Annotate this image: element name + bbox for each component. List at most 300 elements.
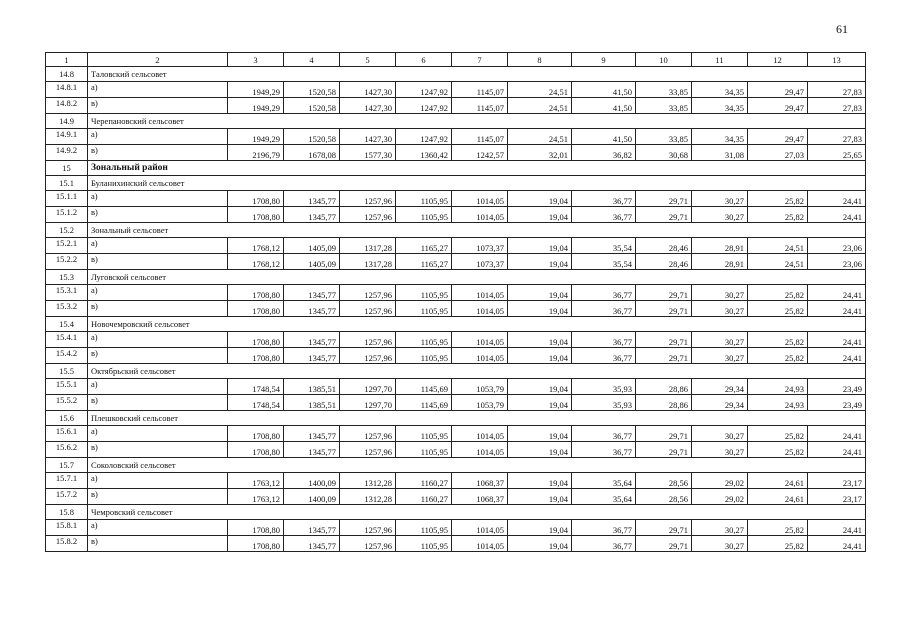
value-cell: 24,41 [808,191,866,207]
value-cell: 1708,80 [228,285,284,301]
district-name: Зональный район [88,161,866,176]
value-cell: 1145,07 [452,129,508,145]
column-number: 10 [636,53,692,67]
value-cell: 1520,58 [284,98,340,114]
row-code: 14.8.1 [46,82,88,98]
value-cell: 1748,54 [228,395,284,411]
data-row [46,285,866,301]
value-cell: 33,85 [636,129,692,145]
value-cell: 1949,29 [228,82,284,98]
value-cell: 1014,05 [452,520,508,536]
row-label: в) [88,348,228,364]
row-label: в) [88,207,228,223]
row-code: 15.2 [46,223,88,238]
value-cell: 1160,27 [396,473,452,489]
row-code: 15.6 [46,411,88,426]
value-cell: 19,04 [508,426,572,442]
value-cell: 30,27 [692,520,748,536]
value-cell: 34,35 [692,98,748,114]
row-code: 15.2.1 [46,238,88,254]
column-number: 11 [692,53,748,67]
row-code: 15.6.1 [46,426,88,442]
value-cell: 1577,30 [340,145,396,161]
row-label: а) [88,191,228,207]
value-cell: 1014,05 [452,442,508,458]
value-cell: 36,77 [572,285,636,301]
value-cell: 36,82 [572,145,636,161]
value-cell: 19,04 [508,238,572,254]
value-cell: 30,27 [692,207,748,223]
value-cell: 25,82 [748,301,808,317]
value-cell: 24,51 [748,238,808,254]
value-cell: 24,93 [748,395,808,411]
row-code: 15.7.1 [46,473,88,489]
value-cell: 34,35 [692,129,748,145]
value-cell: 1345,77 [284,332,340,348]
value-cell: 29,71 [636,285,692,301]
column-number: 5 [340,53,396,67]
value-cell: 19,04 [508,520,572,536]
section-row [46,505,866,520]
value-cell: 1400,09 [284,489,340,505]
value-cell: 1949,29 [228,98,284,114]
data-row [46,536,866,552]
value-cell: 1257,96 [340,442,396,458]
row-code: 15.3.2 [46,301,88,317]
data-row [46,332,866,348]
value-cell: 25,82 [748,191,808,207]
row-code: 15.5.1 [46,379,88,395]
value-cell: 19,04 [508,379,572,395]
value-cell: 31,08 [692,145,748,161]
value-cell: 1345,77 [284,520,340,536]
value-cell: 19,04 [508,332,572,348]
value-cell: 1014,05 [452,348,508,364]
value-cell: 1105,95 [396,442,452,458]
value-cell: 1160,27 [396,489,452,505]
value-cell: 1385,51 [284,395,340,411]
value-cell: 19,04 [508,191,572,207]
value-cell: 1257,96 [340,348,396,364]
value-cell: 1014,05 [452,426,508,442]
value-cell: 1257,96 [340,207,396,223]
value-cell: 1165,27 [396,254,452,270]
value-cell: 1317,28 [340,238,396,254]
value-cell: 1708,80 [228,301,284,317]
value-cell: 25,82 [748,348,808,364]
value-cell: 1405,09 [284,254,340,270]
value-cell: 1385,51 [284,379,340,395]
value-cell: 28,91 [692,254,748,270]
value-cell: 1427,30 [340,98,396,114]
value-cell: 1105,95 [396,520,452,536]
data-row [46,473,866,489]
value-cell: 29,47 [748,82,808,98]
value-cell: 24,61 [748,473,808,489]
value-cell: 24,51 [508,129,572,145]
section-row [46,458,866,473]
value-cell: 29,71 [636,301,692,317]
value-cell: 23,17 [808,489,866,505]
data-row [46,489,866,505]
value-cell: 24,41 [808,442,866,458]
value-cell: 1257,96 [340,191,396,207]
value-cell: 1708,80 [228,348,284,364]
value-cell: 29,47 [748,129,808,145]
value-cell: 24,93 [748,379,808,395]
row-code: 15 [46,161,88,176]
value-cell: 1748,54 [228,379,284,395]
value-cell: 1345,77 [284,301,340,317]
value-cell: 24,41 [808,332,866,348]
value-cell: 1257,96 [340,332,396,348]
value-cell: 1053,79 [452,379,508,395]
data-row [46,442,866,458]
value-cell: 35,93 [572,395,636,411]
section-name: Черепановский сельсовет [88,114,866,129]
value-cell: 1708,80 [228,442,284,458]
value-cell: 1949,29 [228,129,284,145]
value-cell: 1708,80 [228,332,284,348]
row-label: в) [88,489,228,505]
value-cell: 19,04 [508,489,572,505]
value-cell: 19,04 [508,301,572,317]
value-cell: 30,27 [692,285,748,301]
row-code: 15.3.1 [46,285,88,301]
value-cell: 30,27 [692,301,748,317]
value-cell: 1257,96 [340,301,396,317]
value-cell: 1145,69 [396,379,452,395]
row-label: в) [88,145,228,161]
value-cell: 28,86 [636,395,692,411]
value-cell: 1105,95 [396,207,452,223]
section-row [46,317,866,332]
value-cell: 33,85 [636,98,692,114]
value-cell: 25,65 [808,145,866,161]
value-cell: 1427,30 [340,129,396,145]
value-cell: 1708,80 [228,191,284,207]
value-cell: 1345,77 [284,442,340,458]
value-cell: 35,54 [572,254,636,270]
value-cell: 41,50 [572,129,636,145]
value-cell: 29,34 [692,395,748,411]
value-cell: 29,34 [692,379,748,395]
section-name: Соколовский сельсовет [88,458,866,473]
value-cell: 28,91 [692,238,748,254]
value-cell: 29,71 [636,536,692,552]
value-cell: 24,51 [748,254,808,270]
value-cell: 1257,96 [340,426,396,442]
value-cell: 1708,80 [228,520,284,536]
row-code: 15.5 [46,364,88,379]
value-cell: 19,04 [508,536,572,552]
value-cell: 1708,80 [228,207,284,223]
section-name: Зональный сельсовет [88,223,866,238]
value-cell: 28,46 [636,238,692,254]
row-code: 14.8.2 [46,98,88,114]
section-row [46,411,866,426]
value-cell: 1257,96 [340,536,396,552]
data-row [46,207,866,223]
value-cell: 36,77 [572,442,636,458]
value-cell: 1312,28 [340,489,396,505]
value-cell: 19,04 [508,348,572,364]
section-row [46,270,866,285]
value-cell: 35,93 [572,379,636,395]
section-row [46,364,866,379]
section-name: Луговской сельсовет [88,270,866,285]
value-cell: 24,51 [508,82,572,98]
row-label: в) [88,395,228,411]
column-number: 8 [508,53,572,67]
district-row [46,161,866,176]
value-cell: 29,71 [636,207,692,223]
value-cell: 1068,37 [452,473,508,489]
value-cell: 1105,95 [396,332,452,348]
value-cell: 19,04 [508,442,572,458]
value-cell: 36,77 [572,426,636,442]
column-number: 13 [808,53,866,67]
value-cell: 1768,12 [228,238,284,254]
row-code: 14.9.2 [46,145,88,161]
value-cell: 24,41 [808,207,866,223]
section-name: Новочемровский сельсовет [88,317,866,332]
data-row [46,98,866,114]
column-number: 7 [452,53,508,67]
value-cell: 1242,57 [452,145,508,161]
data-row [46,254,866,270]
row-label: а) [88,238,228,254]
row-code: 15.1 [46,176,88,191]
row-code: 15.8.2 [46,536,88,552]
row-label: в) [88,301,228,317]
value-cell: 24,41 [808,536,866,552]
value-cell: 1257,96 [340,285,396,301]
row-code: 15.3 [46,270,88,285]
value-cell: 1105,95 [396,536,452,552]
value-cell: 30,27 [692,348,748,364]
data-row [46,379,866,395]
value-cell: 35,64 [572,489,636,505]
column-number: 3 [228,53,284,67]
value-cell: 23,17 [808,473,866,489]
value-cell: 1105,95 [396,285,452,301]
value-cell: 36,77 [572,207,636,223]
data-row [46,129,866,145]
row-code: 15.1.2 [46,207,88,223]
value-cell: 1345,77 [284,348,340,364]
column-number: 6 [396,53,452,67]
value-cell: 1073,37 [452,238,508,254]
value-cell: 25,82 [748,426,808,442]
column-number: 12 [748,53,808,67]
value-cell: 25,82 [748,442,808,458]
value-cell: 35,64 [572,473,636,489]
section-row [46,176,866,191]
value-cell: 33,85 [636,82,692,98]
row-code: 15.1.1 [46,191,88,207]
data-row [46,301,866,317]
value-cell: 1345,77 [284,285,340,301]
value-cell: 24,41 [808,301,866,317]
value-cell: 1014,05 [452,332,508,348]
value-cell: 19,04 [508,207,572,223]
row-code: 15.4 [46,317,88,332]
row-code: 15.4.1 [46,332,88,348]
value-cell: 1105,95 [396,348,452,364]
value-cell: 25,82 [748,207,808,223]
column-number: 4 [284,53,340,67]
value-cell: 41,50 [572,82,636,98]
value-cell: 24,41 [808,285,866,301]
row-label: а) [88,520,228,536]
row-code: 15.4.2 [46,348,88,364]
value-cell: 1257,96 [340,520,396,536]
value-cell: 1400,09 [284,473,340,489]
value-cell: 29,71 [636,332,692,348]
value-cell: 28,46 [636,254,692,270]
value-cell: 29,02 [692,473,748,489]
row-code: 15.7 [46,458,88,473]
column-number-header-row [46,53,866,67]
row-code: 15.8 [46,505,88,520]
value-cell: 1014,05 [452,191,508,207]
tariff-table [45,52,866,552]
section-row [46,67,866,82]
value-cell: 1105,95 [396,426,452,442]
value-cell: 24,41 [808,520,866,536]
value-cell: 27,83 [808,82,866,98]
row-code: 14.8 [46,67,88,82]
value-cell: 1345,77 [284,207,340,223]
value-cell: 1708,80 [228,426,284,442]
value-cell: 1345,77 [284,536,340,552]
value-cell: 1312,28 [340,473,396,489]
value-cell: 1068,37 [452,489,508,505]
value-cell: 1145,07 [452,98,508,114]
value-cell: 36,77 [572,520,636,536]
column-number: 9 [572,53,636,67]
value-cell: 24,51 [508,98,572,114]
value-cell: 25,82 [748,520,808,536]
value-cell: 36,77 [572,536,636,552]
value-cell: 30,27 [692,536,748,552]
value-cell: 1763,12 [228,473,284,489]
row-code: 14.9.1 [46,129,88,145]
value-cell: 1073,37 [452,254,508,270]
data-row [46,395,866,411]
value-cell: 30,68 [636,145,692,161]
value-cell: 23,06 [808,254,866,270]
row-label: в) [88,254,228,270]
value-cell: 35,54 [572,238,636,254]
value-cell: 19,04 [508,285,572,301]
data-row [46,426,866,442]
section-row [46,223,866,238]
data-row [46,238,866,254]
value-cell: 1165,27 [396,238,452,254]
value-cell: 1014,05 [452,207,508,223]
section-name: Октябрьский сельсовет [88,364,866,379]
value-cell: 1247,92 [396,129,452,145]
row-code: 15.2.2 [46,254,88,270]
section-name: Буланихинский сельсовет [88,176,866,191]
value-cell: 1247,92 [396,98,452,114]
row-code: 15.8.1 [46,520,88,536]
value-cell: 29,71 [636,348,692,364]
value-cell: 1105,95 [396,301,452,317]
value-cell: 29,02 [692,489,748,505]
value-cell: 28,86 [636,379,692,395]
value-cell: 1105,95 [396,191,452,207]
row-label: в) [88,442,228,458]
data-row [46,82,866,98]
row-label: в) [88,536,228,552]
value-cell: 23,49 [808,395,866,411]
value-cell: 36,77 [572,301,636,317]
value-cell: 1014,05 [452,301,508,317]
value-cell: 36,77 [572,191,636,207]
value-cell: 2196,79 [228,145,284,161]
value-cell: 27,83 [808,98,866,114]
value-cell: 29,71 [636,191,692,207]
value-cell: 1145,07 [452,82,508,98]
row-code: 14.9 [46,114,88,129]
value-cell: 1405,09 [284,238,340,254]
value-cell: 24,41 [808,426,866,442]
value-cell: 36,77 [572,348,636,364]
row-label: а) [88,379,228,395]
value-cell: 25,82 [748,536,808,552]
value-cell: 29,71 [636,520,692,536]
value-cell: 30,27 [692,191,748,207]
value-cell: 32,01 [508,145,572,161]
value-cell: 1297,70 [340,395,396,411]
value-cell: 1345,77 [284,426,340,442]
value-cell: 29,47 [748,98,808,114]
value-cell: 1360,42 [396,145,452,161]
value-cell: 29,71 [636,426,692,442]
row-code: 15.7.2 [46,489,88,505]
value-cell: 30,27 [692,332,748,348]
value-cell: 19,04 [508,395,572,411]
row-label: а) [88,332,228,348]
row-code: 15.6.2 [46,442,88,458]
row-label: а) [88,285,228,301]
value-cell: 27,03 [748,145,808,161]
value-cell: 1768,12 [228,254,284,270]
data-row [46,191,866,207]
section-name: Чемровский сельсовет [88,505,866,520]
section-name: Плешковский сельсовет [88,411,866,426]
row-code: 15.5.2 [46,395,88,411]
value-cell: 30,27 [692,442,748,458]
row-label: а) [88,82,228,98]
value-cell: 34,35 [692,82,748,98]
value-cell: 1014,05 [452,285,508,301]
column-number: 1 [46,53,88,67]
row-label: в) [88,98,228,114]
value-cell: 25,82 [748,332,808,348]
value-cell: 27,83 [808,129,866,145]
value-cell: 36,77 [572,332,636,348]
value-cell: 1427,30 [340,82,396,98]
column-number: 2 [88,53,228,67]
value-cell: 30,27 [692,426,748,442]
value-cell: 1708,80 [228,536,284,552]
section-row [46,114,866,129]
page-number: 61 [836,22,848,36]
